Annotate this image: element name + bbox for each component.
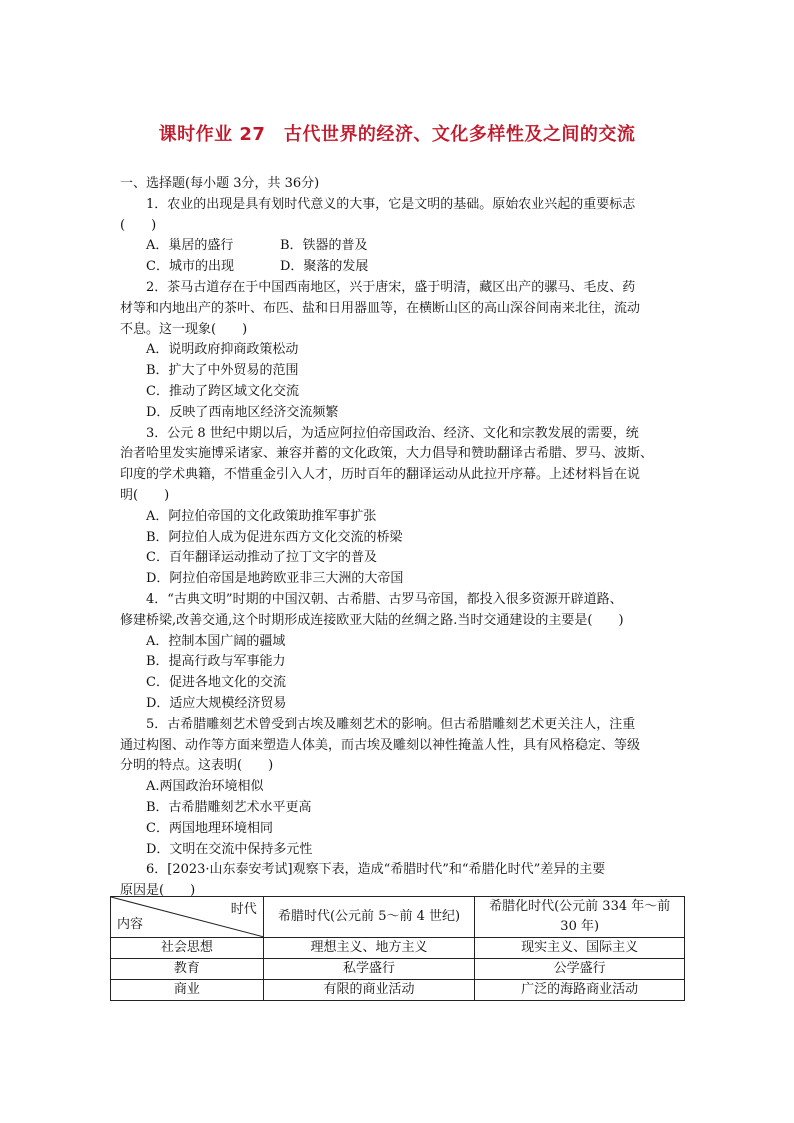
option-c: C．城市的出现	[146, 259, 234, 275]
row-label: 教育	[111, 959, 264, 980]
table-row	[111, 959, 685, 980]
table-header-row	[111, 897, 685, 938]
option-c: C．百年翻译运动推动了拉丁文字的普及	[146, 550, 377, 566]
q5-stem: 通过构图、动作等方面来塑造人体美，而古埃及雕刻以神性掩盖人性，具有风格稳定、等级	[120, 737, 641, 753]
q1-options-row	[120, 236, 680, 257]
section-heading: 一、选择题(每小题 3分，共 36分)	[120, 176, 320, 191]
option-a: A.两国政治环境相似	[146, 779, 264, 795]
option-a: A．巢居的盛行	[146, 238, 234, 254]
option-c: C．推动了跨区域文化交流	[146, 383, 299, 399]
corner-label-content: 内容	[117, 917, 144, 932]
q6-stem: 原因是( )	[120, 883, 196, 899]
option-c: C．两国地理环境相同	[146, 820, 273, 836]
option-d: D．文明在交流中保持多元性	[146, 841, 313, 857]
page-title: 课时作业 27 古代世界的经济、文化多样性及之间的交流	[158, 124, 636, 145]
option-c: C．促进各地文化的交流	[146, 675, 286, 691]
q3-stem: 明( )	[120, 487, 170, 503]
q4-stem: 修建桥梁,改善交通,这个时期形成连接欧亚大陆的丝绸之路.当时交通建设的主要是( )	[120, 612, 624, 628]
q4-stem: 4．“古典文明”时期的中国汉朝、古希腊、古罗马帝国，都投入很多资源开辟道路、	[146, 591, 623, 607]
q5-stem: 分明的特点。这表明( )	[120, 758, 274, 774]
option-a: A．控制本国广阔的疆域	[146, 633, 286, 649]
table-cell: 现实主义、国际主义	[475, 938, 685, 959]
q1-stem: 1．农业的出现是具有划时代意义的大事，它是文明的基础。原始农业兴起的重要标志	[146, 196, 636, 212]
option-b: B．扩大了中外贸易的范围	[146, 363, 299, 379]
table-cell: 广泛的海路商业活动	[475, 980, 685, 1001]
q3-stem: 3．公元 8 世纪中期以后，为适应阿拉伯帝国政治、经济、文化和宗教发展的需要，统	[146, 425, 639, 441]
corner-header-cell	[111, 897, 264, 938]
q5-stem: 5．古希腊雕刻艺术曾受到古埃及雕刻艺术的影响。但古希腊雕刻艺术更关注人，注重	[146, 716, 636, 732]
row-label: 社会思想	[111, 938, 264, 959]
q1-stem: ( )	[120, 217, 157, 233]
comparison-table	[110, 896, 685, 1001]
option-d: D．反映了西南地区经济交流频繁	[146, 404, 339, 420]
option-b: B．提高行政与军事能力	[146, 654, 286, 670]
option-b: B．古希腊雕刻艺术水平更高	[146, 799, 312, 815]
q2-stem: 不息。这一现象( )	[120, 321, 248, 337]
table-cell: 公学盛行	[475, 959, 685, 980]
q1-options-row	[120, 257, 680, 278]
q6-stem: 6．[2023·山东泰安考试]观察下表，造成“希腊时代”和“希腊化时代”差异的主要	[146, 862, 606, 878]
option-d: D．聚落的发展	[280, 259, 369, 275]
table-row	[111, 938, 685, 959]
table-cell: 私学盛行	[263, 959, 475, 980]
column-header-hellenic: 希腊时代(公元前 5～前 4 世纪)	[263, 897, 475, 938]
option-d: D．阿拉伯帝国是地跨欧亚非三大洲的大帝国	[146, 571, 404, 587]
option-a: A．说明政府抑商政策松动	[146, 342, 299, 358]
option-a: A．阿拉伯帝国的文化政策助推军事扩张	[146, 508, 377, 524]
corner-label-era: 时代	[230, 902, 257, 917]
q2-stem: 材等和内地出产的茶叶、布匹、盐和日用器皿等，在横断山区的高山深谷间南来北往，流动	[120, 300, 641, 316]
column-header-line: 30 年)	[560, 919, 600, 934]
table-cell: 有限的商业活动	[263, 980, 475, 1001]
table-row	[111, 980, 685, 1001]
table-cell: 理想主义、地方主义	[263, 938, 475, 959]
option-b: B．阿拉伯人成为促进东西方文化交流的桥梁	[146, 529, 403, 545]
row-label: 商业	[111, 980, 264, 1001]
column-header-hellenistic	[475, 897, 685, 938]
column-header-line: 希腊化时代(公元前 334 年～前	[489, 899, 671, 914]
question-body	[120, 174, 680, 902]
q3-stem: 治者哈里发实施博采诸家、兼容并蓄的文化政策，大力倡导和赞助翻译古希腊、罗马、波斯、	[120, 446, 654, 462]
q3-stem: 印度的学术典籍，不惜重金引入人才，历时百年的翻译运动从此拉开序幕。上述材料旨在说	[120, 467, 641, 483]
option-b: B．铁器的普及	[280, 238, 368, 254]
option-d: D．适应大规模经济贸易	[146, 695, 287, 711]
q2-stem: 2．茶马古道存在于中国西南地区，兴于唐宋，盛于明清，藏区出产的骡马、毛皮、药	[146, 279, 636, 295]
